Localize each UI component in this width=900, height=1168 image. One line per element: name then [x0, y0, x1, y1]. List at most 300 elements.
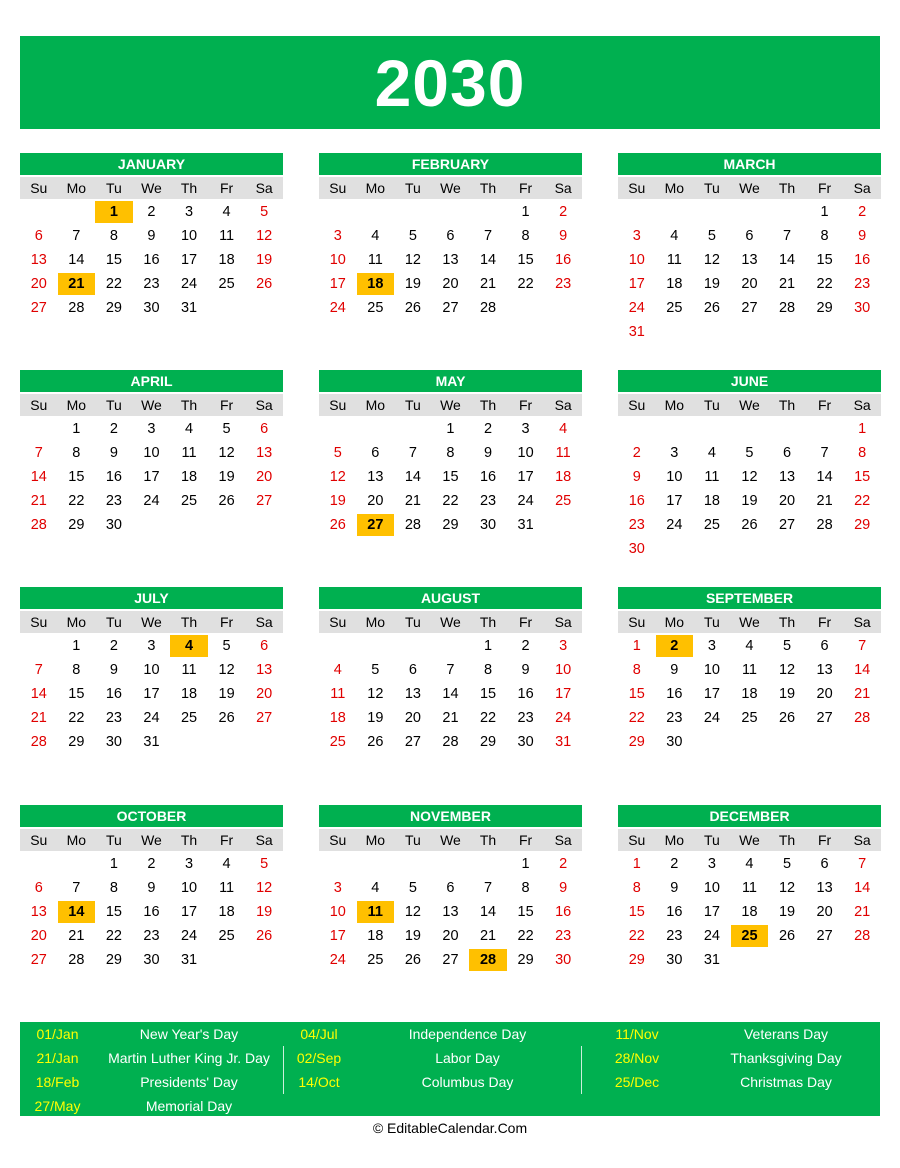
- date-cell: 13: [256, 662, 273, 678]
- date-cell: 10: [143, 445, 160, 461]
- week-row: [618, 247, 881, 271]
- date-cell: 29: [442, 517, 459, 533]
- date-cell: 30: [666, 734, 683, 750]
- date-cell: 8: [109, 228, 118, 244]
- date-cell: 20: [442, 928, 459, 944]
- date-cell: 15: [816, 252, 833, 268]
- date-cell: 2: [670, 856, 679, 872]
- weekday-label: Mo: [365, 832, 386, 848]
- date-cell: 19: [778, 904, 796, 920]
- date-cell: 15: [854, 469, 871, 485]
- empty-cell: [208, 514, 246, 536]
- date-cell: 2: [483, 421, 493, 437]
- week-row: [618, 271, 881, 295]
- week-row: [618, 536, 881, 560]
- weekday-label: We: [440, 832, 461, 848]
- week-row: [20, 947, 283, 971]
- date-cell: 8: [521, 228, 530, 244]
- weekday-label: Th: [180, 397, 198, 413]
- weekday-label: Tu: [404, 614, 421, 630]
- empty-cell: [432, 635, 470, 657]
- date-cell: 16: [479, 469, 497, 485]
- date-cell: 21: [854, 904, 871, 920]
- date-cell: 15: [628, 904, 645, 920]
- legend-item: [284, 1046, 581, 1070]
- date-cell: 4: [670, 228, 679, 244]
- week-row: [20, 899, 283, 923]
- weekday-header-row: [618, 394, 881, 416]
- holiday-date: 28: [469, 949, 507, 971]
- week-row: [319, 223, 582, 247]
- date-cell: 18: [180, 469, 198, 485]
- holiday-date: 4: [170, 635, 208, 657]
- week-row: [618, 657, 881, 681]
- week-row: [319, 199, 582, 223]
- legend-column-3: [582, 1022, 880, 1094]
- empty-cell: [20, 635, 58, 657]
- weekday-label: Su: [628, 614, 646, 630]
- weekday-label: Su: [30, 614, 48, 630]
- date-cell: 20: [30, 276, 47, 292]
- date-cell: 19: [256, 904, 273, 920]
- date-cell: 14: [816, 469, 833, 485]
- date-cell: 11: [181, 445, 197, 461]
- date-cell: 14: [854, 662, 871, 678]
- week-row: [20, 440, 283, 464]
- empty-cell: [768, 538, 806, 560]
- date-cell: 9: [670, 880, 679, 896]
- date-cell: 13: [367, 469, 384, 485]
- weekday-label: Su: [628, 832, 646, 848]
- date-cell: 17: [329, 276, 346, 292]
- date-cell: 9: [109, 662, 118, 678]
- empty-cell: [693, 321, 731, 343]
- date-cell: 16: [628, 493, 645, 509]
- date-cell: 6: [745, 228, 754, 244]
- weekday-label: Fr: [817, 614, 832, 630]
- empty-cell: [731, 418, 769, 440]
- holiday-date-label: 25/Dec: [614, 1074, 660, 1090]
- legend-item: [284, 1022, 581, 1046]
- date-cell: 18: [555, 469, 572, 485]
- date-cell: 21: [68, 928, 85, 944]
- weekday-label: Tu: [105, 832, 122, 848]
- date-cell: 23: [143, 928, 160, 944]
- empty-cell: [843, 731, 881, 753]
- date-cell: 11: [741, 880, 757, 896]
- date-cell: 20: [30, 928, 47, 944]
- date-cell: 7: [820, 445, 829, 461]
- week-row: [319, 851, 582, 875]
- legend-item: [284, 1070, 581, 1094]
- holiday-name-label: Veterans Day: [743, 1026, 829, 1042]
- date-cell: 31: [628, 324, 645, 340]
- week-row: [319, 247, 582, 271]
- legend-item: [20, 1070, 283, 1094]
- weekday-header-row: [618, 829, 881, 851]
- weekday-label: Su: [329, 180, 347, 196]
- date-cell: 11: [741, 662, 757, 678]
- empty-cell: [245, 514, 283, 536]
- weekday-label: We: [141, 397, 162, 413]
- date-cell: 29: [68, 517, 85, 533]
- week-row: [319, 271, 582, 295]
- date-cell: 23: [666, 710, 683, 726]
- week-row: [319, 875, 582, 899]
- date-cell: 26: [404, 952, 421, 968]
- date-cell: 30: [628, 541, 645, 557]
- date-cell: 12: [778, 880, 796, 896]
- empty-cell: [731, 321, 769, 343]
- date-cell: 6: [820, 638, 829, 654]
- date-cell: 10: [628, 252, 645, 268]
- date-cell: 30: [854, 300, 871, 316]
- date-cell: 26: [329, 517, 346, 533]
- weekday-label: Tu: [703, 614, 720, 630]
- date-cell: 25: [180, 710, 198, 726]
- date-cell: 22: [628, 928, 645, 944]
- date-cell: 12: [703, 252, 720, 268]
- date-cell: 2: [559, 204, 568, 220]
- date-cell: 9: [147, 880, 156, 896]
- empty-cell: [806, 949, 844, 971]
- empty-cell: [357, 201, 395, 223]
- week-row: [618, 488, 881, 512]
- empty-cell: [806, 321, 844, 343]
- weekday-label: Sa: [255, 614, 273, 630]
- weekday-label: Mo: [664, 397, 685, 413]
- legend-column-2: [284, 1022, 581, 1094]
- date-cell: 3: [521, 421, 530, 437]
- weekday-label: Mo: [66, 180, 87, 196]
- weekday-header-row: [319, 177, 582, 199]
- weekday-label: Th: [479, 614, 497, 630]
- date-cell: 11: [367, 252, 383, 268]
- date-cell: 4: [222, 856, 231, 872]
- date-cell: 17: [517, 469, 534, 485]
- legend-item: [582, 1022, 880, 1046]
- week-row: [20, 851, 283, 875]
- date-cell: 21: [30, 493, 47, 509]
- weekday-label: Su: [329, 832, 347, 848]
- date-cell: 13: [816, 662, 833, 678]
- weekday-label: Fr: [518, 832, 533, 848]
- empty-cell: [394, 201, 432, 223]
- weekday-header-row: [20, 829, 283, 851]
- weekday-label: Mo: [365, 614, 386, 630]
- month-november: [319, 805, 582, 971]
- date-cell: 20: [816, 904, 833, 920]
- date-cell: 13: [256, 445, 273, 461]
- holiday-date-label: 28/Nov: [614, 1050, 660, 1066]
- date-cell: 11: [555, 445, 571, 461]
- date-cell: 4: [559, 421, 568, 437]
- holiday-date: 1: [95, 201, 133, 223]
- date-cell: 31: [143, 734, 160, 750]
- date-cell: 8: [632, 662, 641, 678]
- date-cell: 23: [105, 493, 122, 509]
- date-cell: 5: [707, 228, 716, 244]
- date-cell: 7: [483, 228, 493, 244]
- date-cell: 22: [517, 928, 534, 944]
- date-cell: 5: [745, 445, 754, 461]
- date-cell: 26: [367, 734, 384, 750]
- date-cell: 16: [517, 686, 534, 702]
- empty-cell: [394, 418, 432, 440]
- date-cell: 31: [180, 300, 198, 316]
- empty-cell: [58, 201, 96, 223]
- date-cell: 6: [34, 228, 43, 244]
- holiday-date-label: 21/Jan: [36, 1050, 79, 1066]
- date-cell: 13: [30, 904, 47, 920]
- holiday-date-label: 04/Jul: [300, 1026, 338, 1042]
- weekday-label: Mo: [365, 180, 386, 196]
- empty-cell: [656, 418, 694, 440]
- weekday-label: Sa: [554, 397, 572, 413]
- weekday-label: Fr: [219, 397, 234, 413]
- holiday-name-label: Thanksgiving Day: [730, 1050, 842, 1066]
- date-cell: 11: [330, 686, 346, 702]
- date-cell: 1: [521, 204, 530, 220]
- week-row: [319, 729, 582, 753]
- holiday-date-label: 11/Nov: [615, 1026, 659, 1042]
- date-cell: 25: [218, 928, 235, 944]
- date-cell: 9: [559, 880, 568, 896]
- empty-cell: [20, 201, 58, 223]
- empty-cell: [656, 538, 694, 560]
- week-row: [618, 319, 881, 343]
- date-cell: 1: [72, 421, 81, 437]
- date-cell: 5: [408, 880, 417, 896]
- date-cell: 14: [479, 904, 497, 920]
- empty-cell: [618, 201, 656, 223]
- week-row: [618, 947, 881, 971]
- empty-cell: [245, 949, 283, 971]
- date-cell: 9: [147, 228, 156, 244]
- date-cell: 6: [371, 445, 380, 461]
- date-cell: 3: [559, 638, 568, 654]
- weekday-label: We: [440, 180, 461, 196]
- date-cell: 17: [180, 904, 198, 920]
- weekday-header-row: [20, 177, 283, 199]
- date-cell: 27: [741, 300, 758, 316]
- week-row: [319, 295, 582, 319]
- date-cell: 14: [778, 252, 796, 268]
- empty-cell: [768, 201, 806, 223]
- date-cell: 4: [745, 856, 754, 872]
- date-cell: 15: [105, 252, 122, 268]
- holiday-date-label: 01/Jan: [36, 1026, 79, 1042]
- date-cell: 9: [559, 228, 568, 244]
- month-april: [20, 370, 283, 536]
- date-cell: 20: [816, 686, 833, 702]
- date-cell: 23: [479, 493, 497, 509]
- weekday-label: Su: [30, 832, 48, 848]
- week-row: [319, 488, 582, 512]
- week-row: [618, 295, 881, 319]
- date-cell: 3: [670, 445, 679, 461]
- date-cell: 30: [555, 952, 572, 968]
- date-cell: 16: [854, 252, 871, 268]
- date-cell: 27: [256, 493, 273, 509]
- date-cell: 13: [741, 252, 758, 268]
- date-cell: 22: [68, 710, 85, 726]
- holiday-legend: [20, 1022, 880, 1116]
- date-cell: 24: [628, 300, 645, 316]
- date-cell: 24: [143, 710, 160, 726]
- legend-item: [582, 1070, 880, 1094]
- date-cell: 24: [143, 493, 160, 509]
- week-row: [319, 947, 582, 971]
- week-row: [618, 729, 881, 753]
- weekday-label: Fr: [518, 180, 533, 196]
- weekday-label: Th: [778, 614, 796, 630]
- empty-cell: [319, 635, 357, 657]
- holiday-date-label: 02/Sep: [296, 1050, 342, 1066]
- date-cell: 16: [555, 252, 572, 268]
- legend-item: [582, 1046, 880, 1070]
- date-cell: 30: [143, 300, 160, 316]
- empty-cell: [693, 731, 731, 753]
- weekday-header-row: [618, 177, 881, 199]
- date-cell: 27: [778, 517, 796, 533]
- date-cell: 1: [446, 421, 455, 437]
- month-title: DECEMBER: [618, 805, 881, 827]
- weekday-label: Fr: [219, 832, 234, 848]
- date-cell: 16: [105, 686, 122, 702]
- week-row: [618, 223, 881, 247]
- date-cell: 17: [666, 493, 683, 509]
- date-cell: 23: [854, 276, 871, 292]
- date-cell: 15: [517, 904, 534, 920]
- date-cell: 29: [854, 517, 871, 533]
- date-cell: 10: [329, 252, 346, 268]
- date-cell: 8: [72, 445, 81, 461]
- date-cell: 17: [555, 686, 572, 702]
- date-cell: 24: [517, 493, 534, 509]
- date-cell: 26: [778, 928, 796, 944]
- date-cell: 6: [782, 445, 792, 461]
- holiday-date-label: 14/Oct: [298, 1074, 340, 1090]
- week-row: [618, 440, 881, 464]
- empty-cell: [843, 538, 881, 560]
- date-cell: 22: [628, 710, 645, 726]
- date-cell: 23: [517, 710, 534, 726]
- date-cell: 21: [479, 928, 497, 944]
- date-cell: 26: [778, 710, 796, 726]
- weekday-label: Tu: [703, 397, 720, 413]
- date-cell: 29: [517, 952, 534, 968]
- date-cell: 29: [105, 300, 122, 316]
- date-cell: 6: [446, 228, 455, 244]
- month-title: JUNE: [618, 370, 881, 392]
- date-cell: 19: [404, 276, 421, 292]
- date-cell: 2: [559, 856, 568, 872]
- date-cell: 5: [333, 445, 342, 461]
- date-cell: 28: [816, 517, 833, 533]
- holiday-date: 11: [357, 901, 395, 923]
- empty-cell: [731, 731, 769, 753]
- empty-cell: [208, 731, 246, 753]
- weekday-label: Sa: [853, 397, 871, 413]
- legend-item: [20, 1094, 283, 1118]
- date-cell: 5: [371, 662, 380, 678]
- date-cell: 17: [329, 928, 346, 944]
- date-cell: 3: [147, 421, 156, 437]
- month-title: AUGUST: [319, 587, 582, 609]
- year-banner: [20, 36, 880, 129]
- date-cell: 15: [628, 686, 645, 702]
- date-cell: 3: [333, 228, 342, 244]
- date-cell: 16: [666, 686, 683, 702]
- month-title: APRIL: [20, 370, 283, 392]
- week-row: [20, 223, 283, 247]
- empty-cell: [245, 297, 283, 319]
- date-cell: 26: [256, 276, 273, 292]
- date-cell: 2: [521, 638, 530, 654]
- date-cell: 4: [222, 204, 231, 220]
- week-row: [20, 295, 283, 319]
- week-row: [20, 464, 283, 488]
- empty-cell: [806, 538, 844, 560]
- week-row: [618, 851, 881, 875]
- date-cell: 3: [333, 880, 342, 896]
- date-cell: 17: [143, 469, 160, 485]
- date-cell: 11: [219, 228, 235, 244]
- weekday-label: Mo: [66, 832, 87, 848]
- date-cell: 19: [703, 276, 720, 292]
- date-cell: 29: [479, 734, 497, 750]
- date-cell: 18: [329, 710, 346, 726]
- date-cell: 3: [184, 204, 194, 220]
- date-cell: 9: [632, 469, 641, 485]
- date-cell: 7: [858, 856, 867, 872]
- date-cell: 8: [72, 662, 81, 678]
- empty-cell: [319, 201, 357, 223]
- weekday-label: Tu: [105, 397, 122, 413]
- date-cell: 15: [442, 469, 459, 485]
- date-cell: 27: [816, 928, 833, 944]
- weekday-label: Th: [479, 397, 497, 413]
- date-cell: 8: [483, 662, 493, 678]
- date-cell: 6: [34, 880, 43, 896]
- date-cell: 14: [404, 469, 421, 485]
- week-row: [618, 923, 881, 947]
- week-row: [618, 705, 881, 729]
- empty-cell: [693, 201, 731, 223]
- month-december: [618, 805, 881, 971]
- date-cell: 3: [184, 856, 194, 872]
- holiday-name-label: Martin Luther King Jr. Day: [108, 1050, 270, 1066]
- date-cell: 19: [367, 710, 384, 726]
- date-cell: 14: [30, 469, 47, 485]
- week-row: [319, 899, 582, 923]
- week-row: [20, 247, 283, 271]
- date-cell: 15: [517, 252, 534, 268]
- date-cell: 1: [820, 204, 829, 220]
- month-june: [618, 370, 881, 560]
- date-cell: 15: [479, 686, 497, 702]
- date-cell: 28: [479, 300, 497, 316]
- month-september: [618, 587, 881, 753]
- holiday-date: 27: [357, 514, 395, 536]
- date-cell: 20: [404, 710, 421, 726]
- empty-cell: [768, 321, 806, 343]
- date-cell: 15: [105, 904, 122, 920]
- weekday-label: Tu: [703, 832, 720, 848]
- date-cell: 21: [854, 686, 871, 702]
- date-cell: 7: [446, 662, 455, 678]
